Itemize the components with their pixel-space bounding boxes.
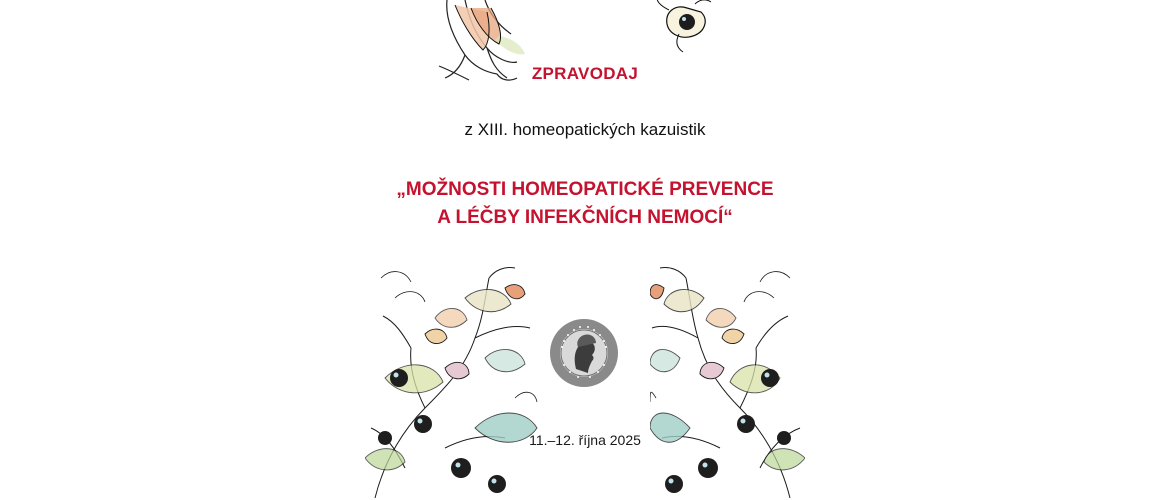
newsletter-heading xyxy=(365,64,805,84)
newsletter-cover xyxy=(365,0,805,500)
event-date xyxy=(365,432,805,448)
left-plant-illustration xyxy=(365,258,540,500)
portrait-seal-icon xyxy=(548,317,620,389)
title-line-2: A LÉČBY INFEKČNÍCH NEMOCÍ“ xyxy=(437,207,733,228)
title-line-1: „MOŽNOSTI HOMEOPATICKÉ PREVENCE xyxy=(396,179,774,200)
right-plant-illustration xyxy=(650,258,805,500)
date-text: 11.–12. října 2025 xyxy=(529,432,641,448)
heading-text: ZPRAVODAJ xyxy=(531,64,639,83)
newsletter-title xyxy=(365,176,805,232)
subtitle-text: z XIII. homeopatických kazuistik xyxy=(464,120,706,139)
newsletter-subtitle xyxy=(365,120,805,140)
